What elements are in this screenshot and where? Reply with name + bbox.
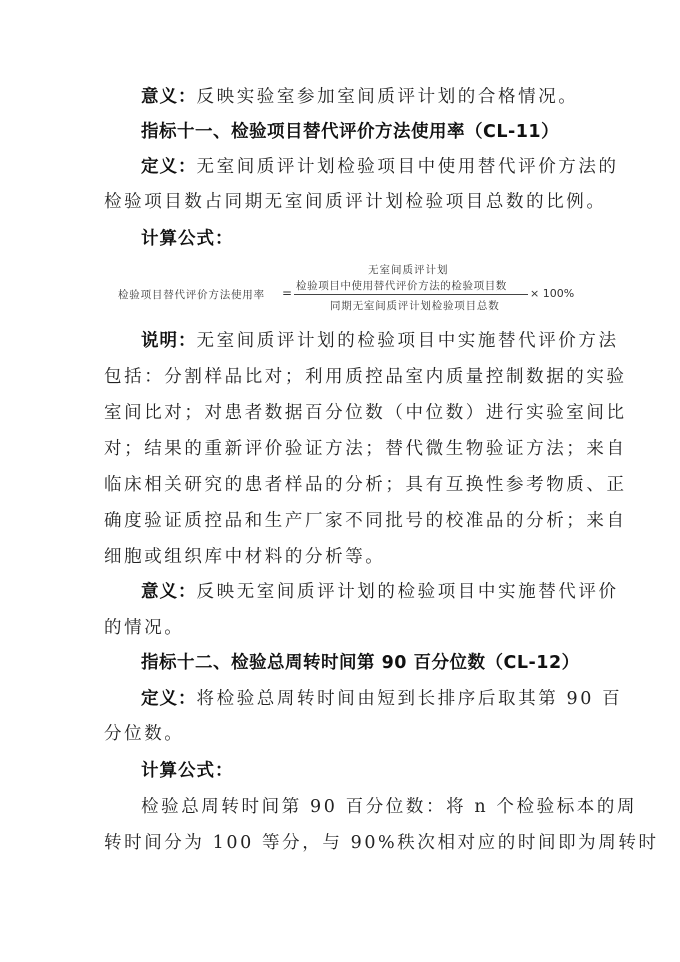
cl12-heading: 指标十二、检验总周转时间第 90 百分位数（CL-12） — [141, 653, 580, 673]
meaning-label: 意义： — [141, 87, 197, 107]
meaning-text: 反映无室间质评计划的检验项目中实施替代评价 — [196, 582, 619, 602]
cl12-definition-line-1 — [141, 688, 623, 710]
cl12-formula-text-line-1: 检验总周转时间第 90 百分位数：将 n 个检验标本的周 — [141, 797, 638, 817]
meaning-label: 意义： — [141, 582, 197, 602]
cl12-formula-text-line-2: 转时间分为 100 等分，与 90%秩次相对应的时间即为周转时 — [104, 833, 659, 853]
cl12-formula-label: 计算公式： — [141, 761, 234, 781]
explanation-label: 说明： — [141, 331, 197, 351]
formula-lhs: 检验项目替代评价方法使用率 — [118, 289, 265, 301]
cl11-explanation-line-4: 对；结果的重新评价验证方法；替代微生物验证方法；来自 — [104, 439, 627, 459]
cl11-formula — [118, 262, 578, 312]
cl11-meaning-line-1 — [141, 581, 619, 603]
formula-numerator: 检验项目中使用替代评价方法的检验项目数 — [296, 280, 507, 292]
cl11-meaning-line-2: 的情况。 — [104, 618, 185, 638]
definition-text: 无室间质评计划检验项目中使用替代评价方法的 — [196, 157, 619, 177]
definition-text: 将检验总周转时间由短到长排序后取其第 90 百 — [196, 689, 623, 709]
explanation-text: 无室间质评计划的检验项目中实施替代评价方法 — [196, 331, 619, 351]
formula-fraction-bar — [294, 294, 528, 295]
definition-label: 定义： — [141, 689, 197, 709]
cl11-definition-line-1 — [141, 156, 619, 178]
formula-multiplier: × 100% — [530, 287, 575, 300]
cl11-definition-line-2: 检验项目数占同期无室间质评计划检验项目总数的比例。 — [104, 192, 607, 212]
cl11-explanation-line-1 — [141, 330, 619, 352]
cl11-explanation-line-6: 确度验证质控品和生产厂家不同批号的校准品的分析；来自 — [104, 511, 627, 531]
formula-numerator-top: 无室间质评计划 — [368, 264, 449, 276]
cl11-heading: 指标十一、检验项目替代评价方法使用率（CL-11） — [141, 122, 560, 142]
cl11-explanation-line-5: 临床相关研究的患者样品的分析；具有互换性参考物质、正 — [104, 475, 627, 495]
cl10-meaning-paragraph — [141, 86, 577, 108]
cl11-formula-label: 计算公式： — [141, 229, 234, 249]
cl11-explanation-line-2: 包括：分割样品比对；利用质控品室内质量控制数据的实验 — [104, 367, 627, 387]
definition-label: 定义： — [141, 157, 197, 177]
cl12-definition-line-2: 分位数。 — [104, 724, 185, 744]
cl11-explanation-line-3: 室间比对；对患者数据百分位数（中位数）进行实验室间比 — [104, 403, 627, 423]
formula-denominator: 同期无室间质评计划检验项目总数 — [330, 300, 500, 312]
meaning-text: 反映实验室参加室间质评计划的合格情况。 — [196, 87, 579, 107]
cl11-explanation-line-7: 细胞或组织库中材料的分析等。 — [104, 547, 386, 567]
formula-equals: = — [282, 286, 293, 300]
